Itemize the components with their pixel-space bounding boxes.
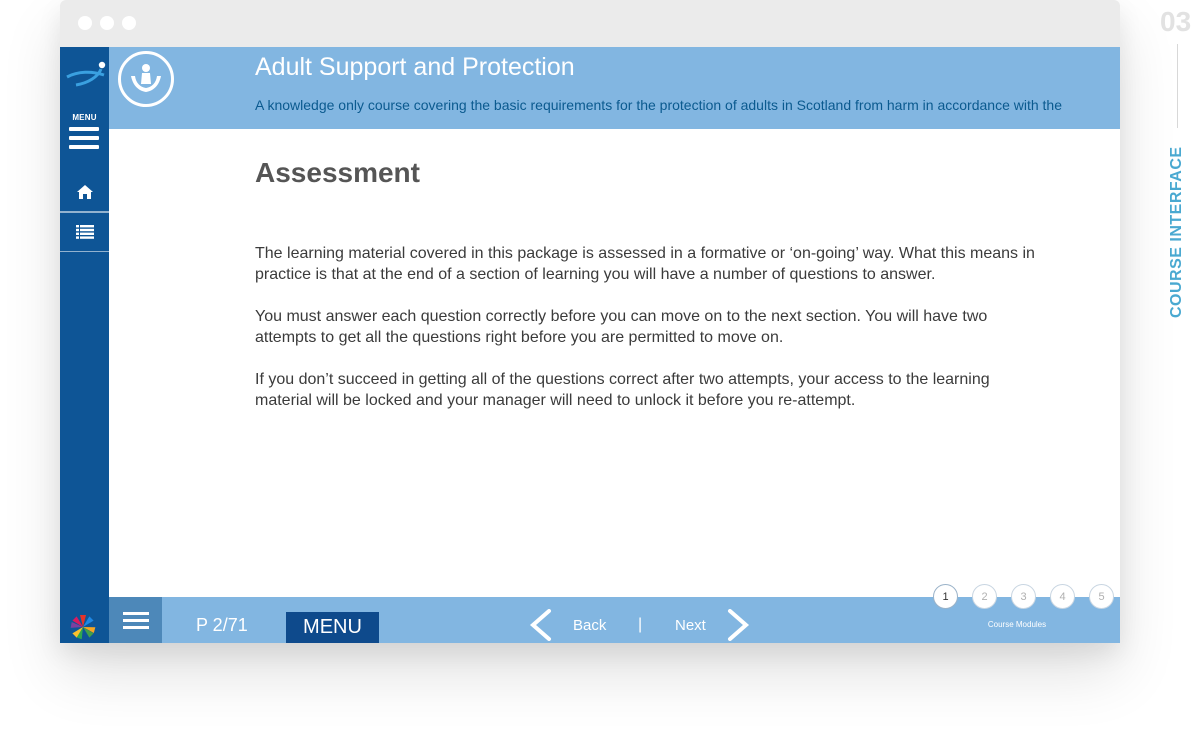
section-number: 03 xyxy=(1160,6,1192,37)
bottom-menu-toggle[interactable] xyxy=(109,597,162,643)
module-1-button[interactable]: 1 xyxy=(933,584,958,609)
content-paragraph: You must answer each question correctly before you can move on to the next section. You will have two attempts to get all the questions right before you are permitted to move on. xyxy=(255,308,988,346)
browser-window xyxy=(60,0,1120,643)
module-3-button[interactable]: 3 xyxy=(1011,584,1036,609)
module-4-button[interactable]: 4 xyxy=(1050,584,1075,609)
module-5-button[interactable]: 5 xyxy=(1089,584,1114,609)
menu-button[interactable]: MENU xyxy=(286,612,379,643)
back-label: Back xyxy=(573,616,607,634)
back-button[interactable] xyxy=(527,609,606,641)
course-badge xyxy=(118,51,174,107)
hamburger-icon xyxy=(123,608,149,633)
protection-hands-icon xyxy=(127,60,165,98)
page-counter: P 2/71 xyxy=(196,615,248,635)
list-icon xyxy=(76,225,94,239)
browser-titlebar xyxy=(60,0,1120,47)
window-dot-maximize[interactable] xyxy=(122,16,136,30)
menu-label: MENU xyxy=(72,113,97,122)
content-paragraph: If you don’t succeed in getting all of the questions correct after two attempts, your access to the learning material will be locked and your manager will need to unlock it before you re-attempt. xyxy=(255,371,990,409)
next-button[interactable] xyxy=(675,609,752,641)
section-divider xyxy=(1177,44,1178,128)
window-dot-close[interactable] xyxy=(78,16,92,30)
bottom-navigation-bar xyxy=(109,590,1120,643)
next-label: Next xyxy=(675,616,706,634)
contents-button[interactable] xyxy=(60,212,109,252)
module-2-button[interactable]: 2 xyxy=(972,584,997,609)
course-description: A knowledge only course covering the basic requirements for the protection of adults in Scotland from harm in accordance with the xyxy=(255,97,1062,113)
window-dot-minimize[interactable] xyxy=(100,16,114,30)
section-label: COURSE INTERFACE xyxy=(1168,146,1185,318)
spiral-logo-icon xyxy=(68,612,98,642)
left-sidebar xyxy=(60,47,109,643)
nav-separator: | xyxy=(638,616,643,633)
modules-label: Course Modules xyxy=(987,620,1047,629)
course-modules xyxy=(932,584,1120,643)
course-title: Adult Support and Protection xyxy=(255,53,575,81)
home-icon xyxy=(77,185,93,199)
chevron-left-icon xyxy=(527,609,555,641)
chevron-right-icon xyxy=(724,609,752,641)
page-title: Assessment xyxy=(255,157,420,188)
course-header xyxy=(109,47,1120,129)
menu-hamburger-icon[interactable] xyxy=(69,127,99,153)
main-content xyxy=(255,157,1035,432)
home-button[interactable] xyxy=(60,173,109,212)
content-paragraph: The learning material covered in this package is assessed in a formative or ‘on-going’ way. What this means in practice is that at the end of a section of learning you will have a number of questions to answer. xyxy=(255,245,1035,283)
brand-logo-icon xyxy=(64,55,106,91)
